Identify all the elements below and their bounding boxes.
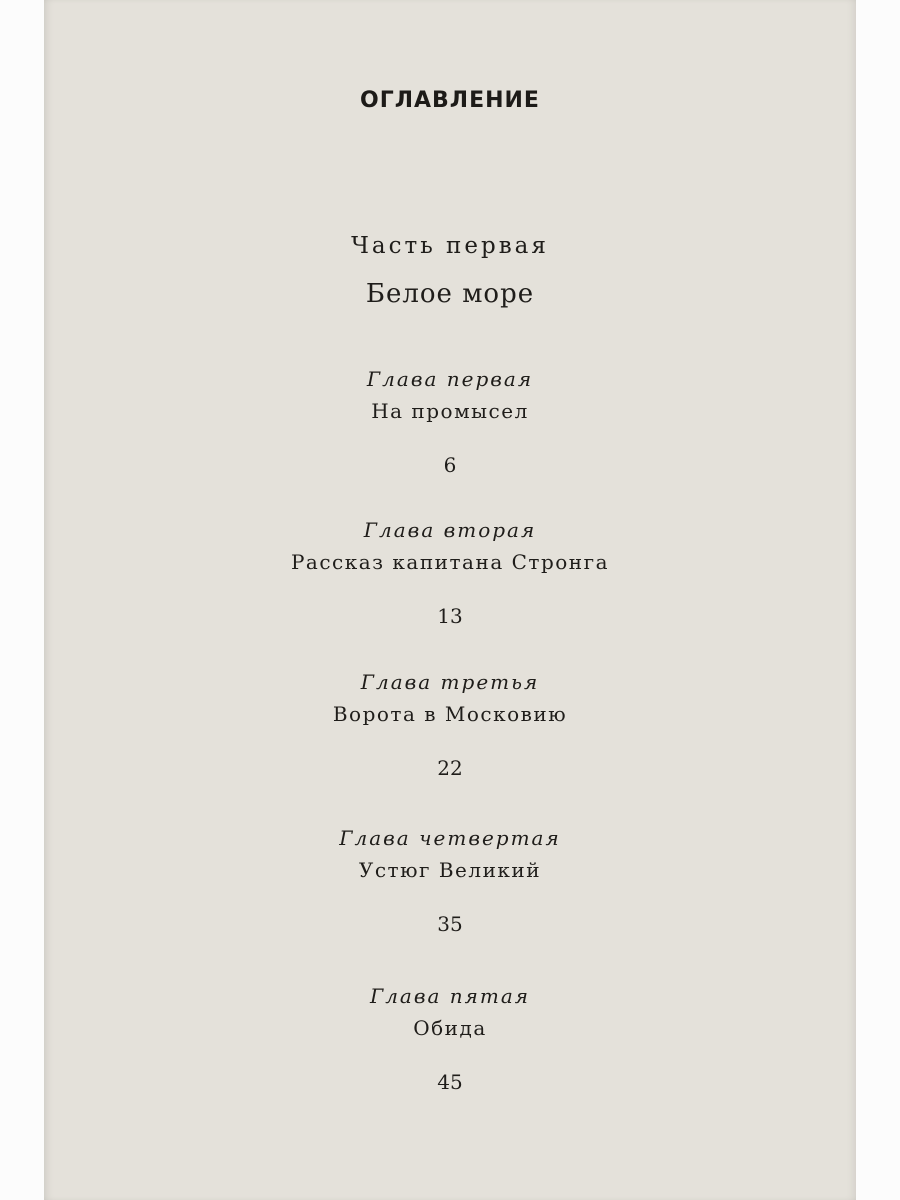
part-title: Белое море <box>365 279 535 309</box>
chapter-entry <box>44 825 856 937</box>
chapter-label: Глава первая <box>366 367 534 391</box>
chapter-entry <box>44 983 856 1095</box>
chapter-entry <box>44 517 856 629</box>
toc-heading: ОГЛАВЛЕНИЕ <box>360 88 540 113</box>
chapter-page-number: 6 <box>443 453 457 477</box>
chapter-title: На промысел <box>371 399 529 423</box>
chapter-title: Рассказ капитана Стронга <box>290 550 610 574</box>
chapter-entry <box>44 366 856 478</box>
chapter-entry <box>44 669 856 781</box>
chapter-page-number: 22 <box>437 756 463 780</box>
chapter-page-number: 45 <box>437 1070 463 1094</box>
chapter-label: Глава вторая <box>363 518 537 542</box>
chapter-label: Глава четвертая <box>339 826 561 850</box>
chapter-title: Устюг Великий <box>358 858 542 882</box>
table-of-contents <box>44 0 856 1200</box>
chapter-label: Глава пятая <box>369 984 531 1008</box>
chapter-page-number: 13 <box>437 604 463 628</box>
chapter-page-number: 35 <box>437 912 463 936</box>
chapter-label: Глава третья <box>360 670 540 694</box>
chapter-title: Ворота в Московию <box>332 702 568 726</box>
part-label: Часть первая <box>351 233 549 259</box>
chapter-title: Обида <box>413 1016 487 1040</box>
